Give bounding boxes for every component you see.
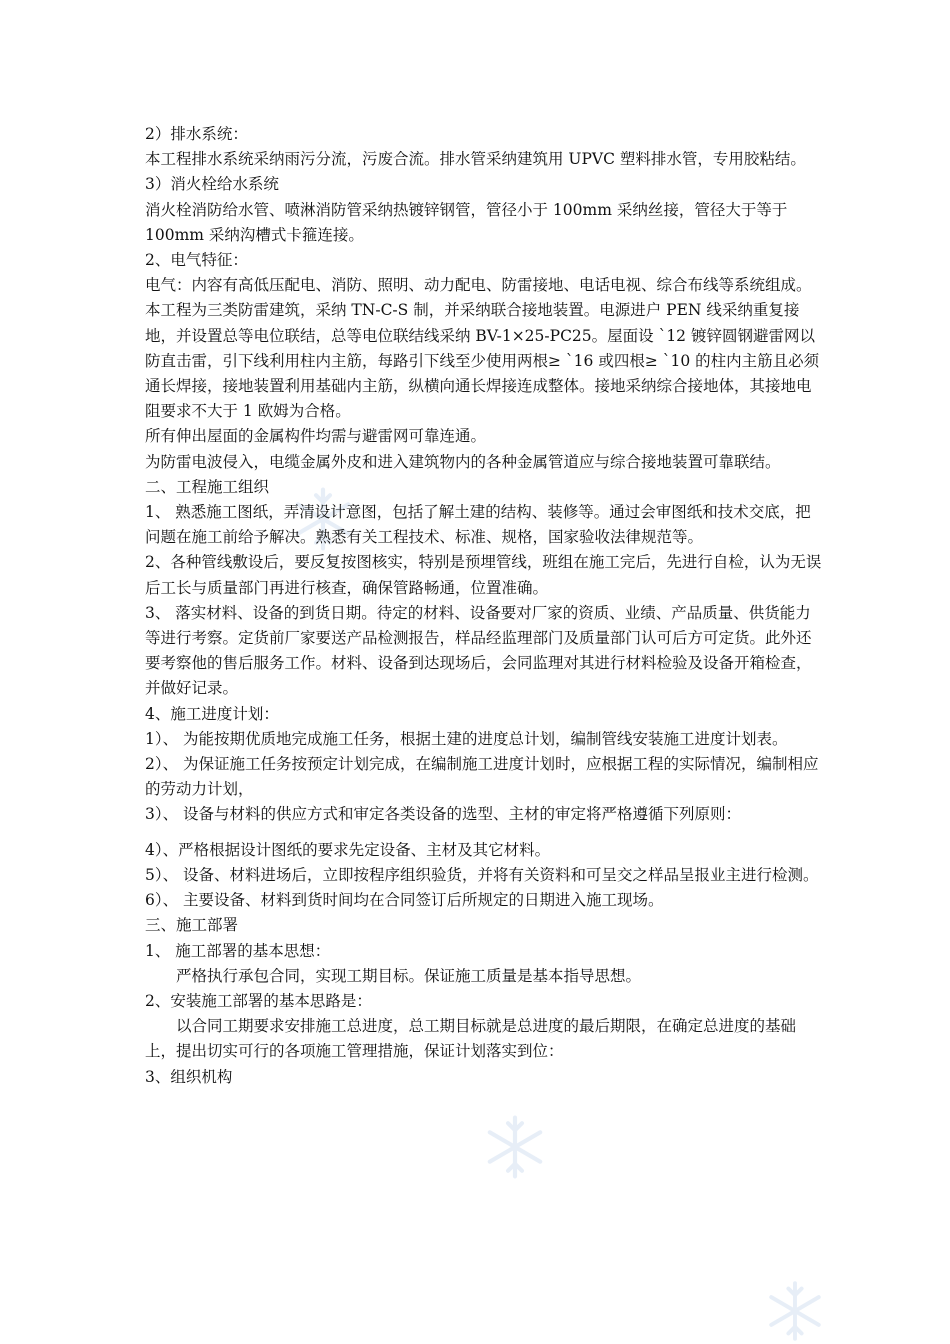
heading-hydrant: 3）消火栓给水系统 xyxy=(145,175,279,194)
paragraph-deployment-approach: 以合同工期要求安排施工总进度，总工期目标就是总进度的最后期限，在确定总进度的基础上，提出切实可行的各项施工管理措施，保证计划落实到位： xyxy=(145,1017,797,1061)
heading-deployment-idea: 1、 施工部署的基本思想： xyxy=(145,941,331,960)
paragraph-roof-metal: 所有伸出屋面的金属构件均需与避雷网可靠连通。 xyxy=(145,427,487,446)
section-heading-deployment: 三、施工部署 xyxy=(145,916,239,935)
snowflake-watermark-icon xyxy=(480,1112,550,1182)
paragraph-schedule-3: 3）、 设备与材料的供应方式和审定各类设备的选型、主材的审定将严格遵循下列原则： xyxy=(145,805,742,824)
paragraph-org-1: 1、 熟悉施工图纸，弄清设计意图，包括了解土建的结构、装修等。通过会审图纸和技术交底，把问题在施工前给予解决。熟悉有关工程技术、标准、规格，国家验收法律规范等。 xyxy=(145,503,811,547)
paragraph-drainage: 本工程排水系统采纳雨污分流，污废合流。排水管采纳建筑用 UPVC 塑料排水管，专用胶粘结。 xyxy=(145,150,806,169)
heading-schedule: 4、施工进度计划： xyxy=(145,704,279,723)
paragraph-lightning-protection: 本工程为三类防雷建筑，采纳 TN-C-S 制，并采纳联合接地装置。电源进户 PEN 线采纳重复接地，并设置总等电位联结，总等电位联结线采纳 BV-1×25-PC25。屋面设 `12 镀锌圆钢避雷网以防直击雷，引下线利用柱内主筋，每路引下线至少使用两根≥ `16 或四根≥ `10 的柱内主筋且必须通长焊接，接地装置利用基础内主筋，纵横向通长焊接连成整体。接地采纳综合接地体，其接地电阻要求不大于 1 欧姆为合格。 xyxy=(145,301,820,421)
heading-drainage: 2）排水系统： xyxy=(145,125,248,143)
heading-electrical: 2、电气特征： xyxy=(145,251,248,270)
paragraph-schedule-2: 2）、 为保证施工任务按预定计划完成，在编制施工进度计划时，应根据工程的实际情况，编制相应的劳动力计划， xyxy=(145,755,819,799)
section-heading-organization: 二、工程施工组织 xyxy=(145,477,270,496)
snowflake-watermark-icon xyxy=(762,1278,828,1344)
paragraph-schedule-6: 6）、 主要设备、材料到货时间均在合同签订后所规定的日期进入施工现场。 xyxy=(145,891,664,910)
paragraph-schedule-5: 5）、 设备、材料进场后，立即按程序组织验货，并将有关资料和可呈交之样品呈报业主进行检测。 xyxy=(145,865,819,884)
heading-organization-structure: 3、组织机构 xyxy=(145,1067,233,1086)
paragraph-hydrant: 消火栓消防给水管、喷淋消防管采纳热镀锌钢管，管径小于 100mm 采纳丝接，管径大于等于 100mm 采纳沟槽式卡箍连接。 xyxy=(145,200,793,244)
paragraph-org-2: 2、各种管线敷设后，要反复按图核实，特别是预埋管线，班组在施工完后，先进行自检，认为无误后工长与质量部门再进行核查，确保管路畅通，位置准确。 xyxy=(145,553,822,597)
heading-deployment-approach: 2、安装施工部署的基本思路是： xyxy=(145,991,372,1010)
paragraph-deployment-idea: 严格执行承包合同，实现工期目标。保证施工质量是基本指导思想。 xyxy=(176,966,642,985)
document-body xyxy=(145,122,825,1090)
paragraph-org-3: 3、 落实材料、设备的到货日期。待定的材料、设备要对厂家的资质、业绩、产品质量、供货能力等进行考察。定货前厂家要送产品检测报告，样品经监理部门及质量部门认可后方可定货。此外还要考察他的售后服务工作。材料、设备到达现场后，会同监理对其进行材料检验及设备开箱检查，并做好记录。 xyxy=(145,603,812,698)
paragraph-electrical-content: 电气：内容有高低压配电、消防、照明、动力配电、防雷接地、电话电视、综合布线等系统组成。 xyxy=(145,276,812,295)
paragraph-lightning-wave: 为防雷电波侵入，电缆金属外皮和进入建筑物内的各种金属管道应与综合接地装置可靠联结。 xyxy=(145,452,781,471)
paragraph-schedule-1: 1）、 为能按期优质地完成施工任务，根据土建的进度总计划，编制管线安装施工进度计划表。 xyxy=(145,729,788,748)
paragraph-schedule-4: 4）、严格根据设计图纸的要求先定设备、主材及其它材料。 xyxy=(145,840,551,859)
